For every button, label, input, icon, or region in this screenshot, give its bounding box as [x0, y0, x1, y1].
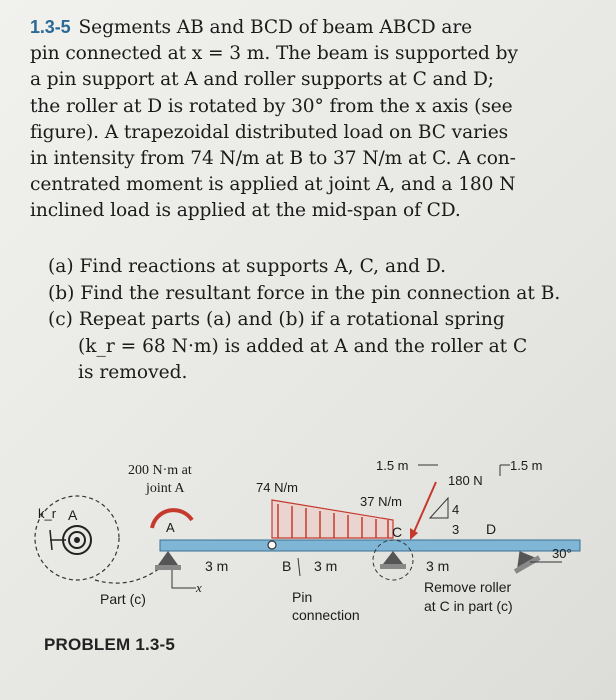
label-A-spring: A [68, 507, 78, 523]
statement-line-8: inclined load is applied at the mid-span of CD. [30, 200, 461, 222]
dim-BC: 3 m [314, 558, 338, 574]
dim-AB: 3 m [205, 558, 229, 574]
slope-triangle [430, 498, 448, 518]
x-axis-icon [172, 570, 196, 588]
beam-figure [0, 440, 616, 640]
statement-line-1: Segments AB and BCD of beam ABCD are [78, 17, 473, 38]
dim-CD: 3 m [426, 558, 450, 574]
point-load-arrow-icon [414, 482, 436, 532]
dim-top-left: 1.5 m [376, 458, 409, 473]
slope-4: 4 [452, 502, 460, 517]
pin-note-2: connection [292, 607, 360, 623]
point-load-label: 180 N [448, 473, 483, 488]
pin-B-icon [268, 541, 276, 549]
problem-statement [30, 14, 590, 225]
moment-label-1: 200 N·m at [128, 463, 192, 478]
beam [160, 540, 580, 551]
moment-label-2: joint A [146, 481, 185, 496]
statement-line-5: figure). A trapezoidal distributed load on BC varies [30, 121, 509, 143]
pin-pointer [298, 558, 300, 576]
statement-line-3: a pin support at A and roller supports at C and D; [30, 69, 494, 91]
slope-3: 3 [452, 522, 460, 537]
rotational-spring-icon [50, 526, 91, 554]
angle-label: 30° [552, 546, 572, 561]
dim-top-right: 1.5 m [510, 458, 543, 473]
label-C: C [392, 524, 403, 540]
part-c-label: Part (c) [100, 591, 146, 607]
problem-parts [48, 254, 588, 387]
remove-note-2: at C in part (c) [424, 598, 513, 614]
part-b: (b) Find the resultant force in the pin connection at B. [48, 282, 561, 304]
part-a: (a) Find reactions at supports A, C, and D. [48, 256, 447, 277]
problem-footer-label: PROBLEM 1.3-5 [44, 635, 176, 654]
label-B: B [282, 558, 292, 574]
pin-note-1: Pin [292, 589, 313, 605]
part-c-line-3: is removed. [78, 362, 188, 383]
part-c-line-1: (c) Repeat parts (a) and (b) if a rotational spring [48, 309, 505, 330]
load-start-label: 74 N/m [256, 480, 298, 495]
statement-line-4: the roller at D is rotated by 30° from the x axis (see [30, 95, 513, 117]
label-D: D [486, 521, 497, 537]
statement-line-2: pin connected at x = 3 m. The beam is supported by [30, 43, 518, 65]
roller-support-C-icon [380, 551, 406, 569]
axis-x-label: x [196, 580, 202, 595]
pin-support-A-icon [155, 551, 181, 570]
part-c-line-2: (k_r = 68 N·m) is added at A and the roller at C [78, 335, 528, 357]
remove-note-1: Remove roller [424, 579, 512, 595]
statement-line-7: centrated moment is applied at joint A, and a 180 N [30, 174, 516, 196]
label-A: A [166, 520, 175, 535]
statement-line-6: in intensity from 74 N/m at B to 37 N/m at C. A con- [30, 148, 516, 170]
load-end-label: 37 N/m [360, 494, 402, 509]
spring-label: k_r [38, 506, 57, 521]
problem-number: 1.3-5 [30, 17, 71, 37]
